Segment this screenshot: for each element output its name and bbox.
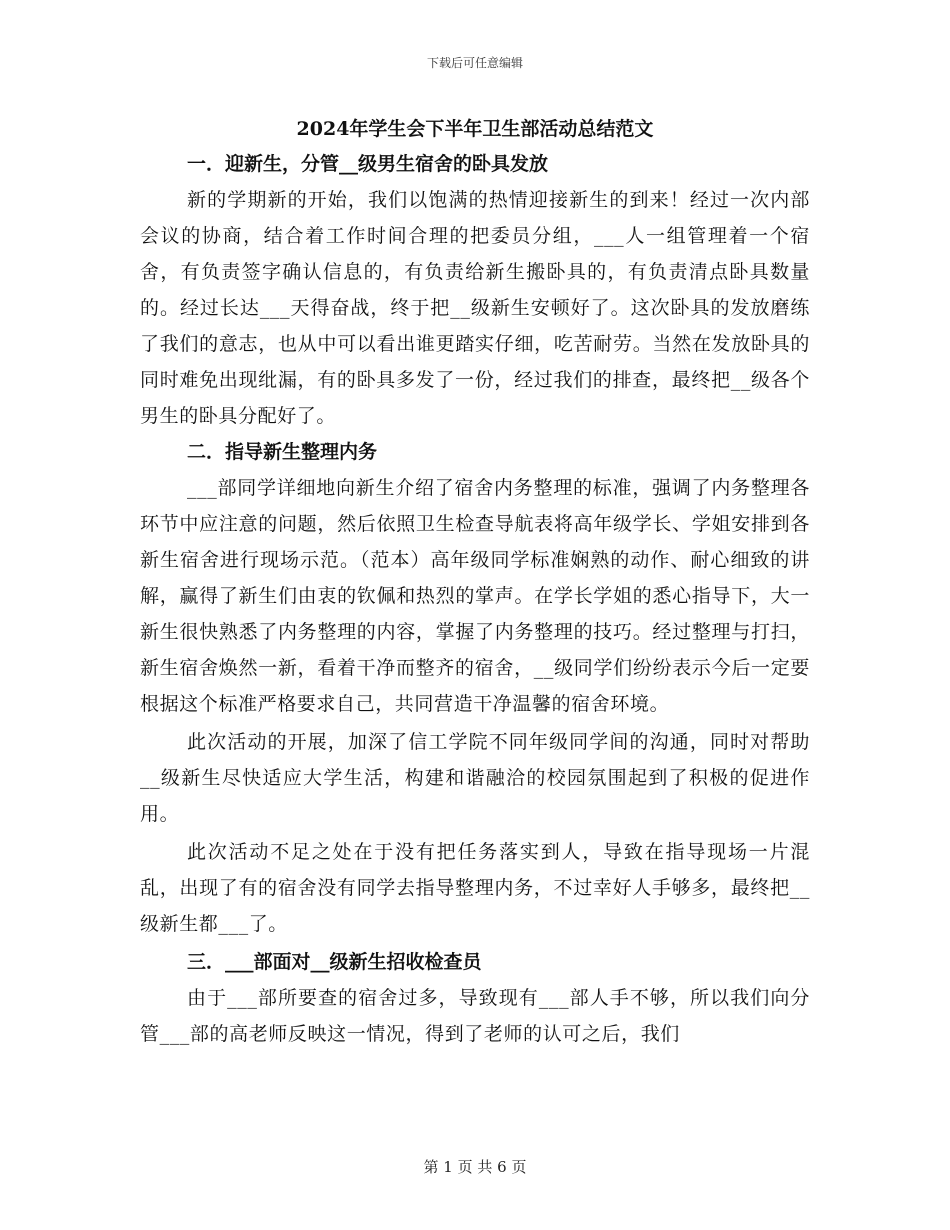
page-number: 第 1 页 共 6 页 bbox=[423, 1158, 527, 1176]
section-heading-1: 一．迎新生，分管__级男生宿舍的卧具发放 bbox=[187, 153, 549, 175]
section-heading-3: 三．___部面对__级新生招收检查员 bbox=[187, 951, 482, 973]
document-body bbox=[140, 112, 810, 1052]
section-2-paragraph-1: ___部同学详细地向新生介绍了宿舍内务整理的标准，强调了内务整理各环节中应注意的问题，然后依照卫生检查导航表将高年级学长、学姐安排到各新生宿舍进行现场示范。（范本）高年级同学标准娴熟的动作、耐心细致的讲解，赢得了新生们由衷的钦佩和热烈的掌声。在学长学姐的悉心指导下，大一新生很快熟悉了内务整理的内容，掌握了内务整理的技巧。经过整理与打扫，新生宿舍焕然一新，看着干净而整齐的宿舍，__级同学们纷纷表示今后一定要根据这个标准严格要求自己，共同营造干净温馨的宿舍环境。 bbox=[140, 477, 810, 715]
section-3-paragraph-1: 由于___部所要查的宿舍过多，导致现有___部人手不够，所以我们向分管___部的高老师反映这一情况，得到了老师的认可之后，我们 bbox=[140, 987, 810, 1045]
section-heading-2: 二．指导新生整理内务 bbox=[187, 441, 378, 463]
section-1-paragraph-1: 新的学期新的开始，我们以饱满的热情迎接新生的到来！经过一次内部会议的协商，结合着工作时间合理的把委员分组，___人一组管理着一个宿舍，有负责签字确认信息的，有负责给新生搬卧具的，有负责清点卧具数量的。经过长达___天得奋战，终于把__级新生安顿好了。这次卧具的发放磨练了我们的意志，也从中可以看出谁更踏实仔细，吃苦耐劳。当然在发放卧具的同时难免出现纰漏，有的卧具多发了一份，经过我们的排查，最终把__级各个男生的卧具分配好了。 bbox=[140, 189, 810, 427]
document-title: 2024年学生会下半年卫生部活动总结范文 bbox=[296, 118, 654, 140]
section-2-paragraph-2: 此次活动的开展，加深了信工学院不同年级同学间的沟通，同时对帮助__级新生尽快适应大学生活，构建和谐融洽的校园氛围起到了积极的促进作用。 bbox=[140, 731, 810, 825]
section-2-paragraph-3: 此次活动不足之处在于没有把任务落实到人，导致在指导现场一片混乱，出现了有的宿舍没有同学去指导整理内务，不过幸好人手够多，最终把__级新生都___了。 bbox=[140, 841, 810, 935]
download-note: 下载后可任意编辑 bbox=[426, 56, 523, 70]
